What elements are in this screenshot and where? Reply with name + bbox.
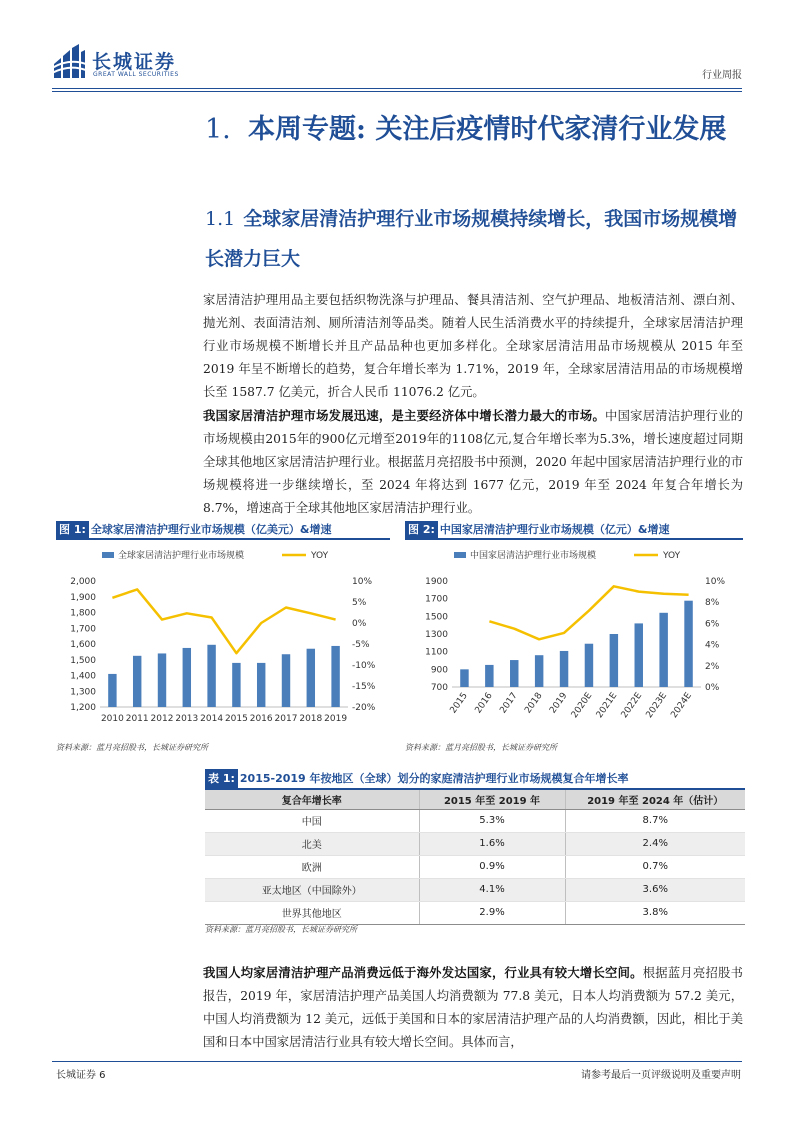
y2-tick-label: -20%: [352, 703, 376, 713]
header-divider: [52, 88, 742, 89]
paragraph-per-capita: [203, 961, 743, 1054]
section-title: 本周专题: 关注后疫情时代家清行业发展: [248, 114, 727, 145]
y2-tick-label: 0%: [352, 619, 367, 629]
y-tick-label: 900: [430, 665, 448, 676]
yoy-line: [112, 589, 335, 653]
paragraph-lead: 我国家居清洁护理市场发展迅速，是主要经济体中增长潜力最大的市场。: [203, 408, 606, 423]
china-market-chart: [405, 543, 743, 733]
y-tick-label: 1,700: [70, 624, 96, 635]
table-header-cell: 复合年增长率: [205, 790, 419, 809]
legend-bar-label: 中国家居清洁护理行业市场规模: [470, 551, 597, 561]
y2-tick-label: 4%: [705, 640, 720, 651]
y-tick-label: 1500: [425, 612, 448, 623]
table-1-caption: 2015-2019 年按地区（全球）划分的家庭清洁护理行业市场规模复合年增长率: [239, 772, 629, 785]
paragraph-china-market: [203, 404, 743, 520]
table-cell-region: 北美: [205, 832, 419, 855]
x-tick-label: 2019: [324, 714, 348, 724]
bar: [207, 645, 215, 707]
bar: [510, 660, 518, 687]
bar: [282, 654, 290, 707]
x-tick-label: 2024E: [669, 690, 695, 721]
bar: [232, 663, 240, 707]
y2-tick-label: 8%: [705, 598, 720, 609]
table-cell-region: 亚太地区（中国除外）: [205, 878, 419, 901]
y-tick-label: 1,900: [70, 592, 96, 603]
paragraph-body: 中国家居清洁护理行业的市场规模由2015年的900亿元增至2019年的1108亿元,复合年增长率为5.3%，增长速度超过同期全球其他地区家居清洁护理行业。根据蓝月亮招股书中预测，2020 年起中国家居清洁护理行业的市场规模将进一步继续增长，至 2024 年将达到 1677 亿元，2019 年至 2024 年复合年增长为 8.7%，增速高于全球其他地区家居清洁护理行业。: [203, 409, 743, 515]
bar: [684, 601, 692, 687]
page-header: [52, 44, 742, 89]
y2-tick-label: 0%: [705, 683, 720, 693]
table-cell-value: 0.7%: [565, 855, 745, 878]
y-tick-label: 1300: [425, 630, 448, 640]
legend-line-label: YOY: [311, 551, 329, 561]
y2-tick-label: 5%: [352, 598, 367, 608]
y-tick-label: 1900: [425, 577, 448, 587]
section-heading-1-1: [205, 199, 745, 279]
figure-2-tag: 图 2:: [405, 521, 438, 539]
figure-1-title: [56, 521, 390, 540]
bar: [108, 674, 116, 707]
bar: [460, 669, 468, 687]
report-type: 行业周报: [702, 70, 742, 81]
section-heading-1: [205, 108, 745, 151]
x-tick-label: 2015: [448, 690, 470, 716]
table-1-tag: 表 1:: [205, 769, 238, 789]
x-tick-label: 2017: [274, 714, 298, 724]
x-tick-label: 2016: [249, 714, 273, 724]
table-cell-region: 中国: [205, 809, 419, 832]
table-header-cell: 2019 年至 2024 年（估计）: [565, 790, 745, 809]
x-tick-label: 2021E: [594, 690, 620, 721]
x-tick-label: 2010: [100, 714, 124, 724]
table-row: [205, 901, 745, 924]
x-tick-label: 2018: [299, 714, 323, 724]
figure-1-tag: 图 1:: [56, 521, 89, 539]
table-cell-value: 4.1%: [419, 878, 565, 901]
y2-tick-label: 10%: [352, 577, 373, 587]
footer-disclaimer: 请参考最后一页评级说明及重要声明: [581, 1070, 741, 1081]
cagr-table: [205, 790, 745, 925]
figure-2-caption: 中国家居清洁护理行业市场规模（亿元）&增速: [439, 523, 670, 536]
table-cell-region: 欧洲: [205, 855, 419, 878]
footer-divider: [52, 1061, 742, 1062]
y-tick-label: 1,500: [70, 655, 96, 666]
table-cell-value: 3.8%: [565, 901, 745, 924]
logo-text-cn: 长城证券: [92, 51, 177, 73]
subsection-number: 1.1: [205, 208, 236, 230]
x-tick-label: 2017: [498, 690, 520, 716]
table-cell-value: 8.7%: [565, 809, 745, 832]
table-cell-value: 2.9%: [419, 901, 565, 924]
x-tick-label: 2023E: [644, 690, 670, 721]
bar: [585, 644, 593, 687]
figure-1-chart: [56, 543, 390, 733]
y2-tick-label: 6%: [705, 619, 720, 630]
x-tick-label: 2020E: [569, 690, 595, 721]
bar: [560, 651, 568, 687]
paragraph-global-market: 家居清洁护理用品主要包括织物洗涤与护理品、餐具清洁剂、空气护理品、地板清洁剂、漂白剂、抛光剂、表面清洁剂、厕所清洁剂等品类。随着人民生活消费水平的持续提升，全球家居清洁护理行业市场规模不断增长并且产品品种也更加多样化。全球家居清洁用品市场规模从 2015 年至 2019 年呈不断增长的趋势，复合年增长率为 1.71%，2019 年，全球家居清洁用品的市场规模增长至 1587.7 亿美元，折合人民币 11076.2 亿元。: [203, 293, 743, 399]
y-tick-label: 700: [430, 683, 448, 693]
paragraph-lead: 我国人均家居清洁护理产品消费远低于海外发达国家，行业具有较大增长空间。: [203, 965, 643, 980]
table-cell-value: 1.6%: [419, 832, 565, 855]
table-cell-value: 0.9%: [419, 855, 565, 878]
y2-tick-label: 10%: [705, 577, 726, 587]
table-cell-value: 5.3%: [419, 809, 565, 832]
table-cell-value: 2.4%: [565, 832, 745, 855]
legend-line-label: YOY: [663, 551, 681, 561]
footer-page-label: 长城证券 6: [56, 1070, 106, 1081]
bar: [635, 623, 643, 687]
great-wall-logo-icon: [52, 44, 86, 80]
y-tick-label: 1,800: [70, 608, 96, 619]
x-tick-label: 2019: [548, 690, 570, 716]
x-tick-label: 2011: [125, 714, 149, 724]
y2-tick-label: 2%: [705, 661, 720, 672]
bar: [659, 613, 667, 687]
subsection-title: 全球家居清洁护理行业市场规模持续增长，我国市场规模增长潜力巨大: [205, 208, 738, 270]
table-header-row: [205, 790, 745, 809]
y2-tick-label: -5%: [352, 640, 370, 650]
figure-2-chart: [405, 543, 743, 733]
logo-text-en: GREAT WALL SECURITIES: [93, 71, 179, 78]
y2-tick-label: -15%: [352, 682, 376, 692]
section-number: 1.: [205, 114, 231, 145]
table-row: [205, 809, 745, 832]
y-tick-label: 1,200: [70, 703, 96, 713]
bar: [535, 655, 543, 687]
table-row: [205, 878, 745, 901]
bar: [485, 665, 493, 687]
x-tick-label: 2014: [200, 714, 224, 724]
y-tick-label: 1700: [425, 594, 448, 605]
bar: [183, 648, 191, 707]
y-tick-label: 2,000: [70, 577, 96, 587]
y-tick-label: 1100: [425, 647, 448, 658]
bar: [307, 649, 315, 707]
legend-bar-label: 全球家居清洁护理行业市场规模: [118, 551, 245, 561]
header-divider-secondary: [52, 91, 742, 92]
yoy-line: [489, 586, 688, 639]
legend-bar-swatch: [454, 552, 466, 558]
bar: [257, 663, 265, 707]
x-tick-label: 2013: [175, 714, 199, 724]
figure-1-source: 资料来源：蓝月亮招股书，长城证券研究所: [56, 743, 208, 752]
global-market-chart: [56, 543, 390, 733]
x-tick-label: 2016: [473, 690, 495, 716]
figure-2-source: 资料来源：蓝月亮招股书，长城证券研究所: [405, 743, 557, 752]
figure-2-title: [405, 521, 743, 540]
table-row: [205, 855, 745, 878]
table-cell-region: 世界其他地区: [205, 901, 419, 924]
x-tick-label: 2018: [523, 690, 545, 716]
x-tick-label: 2012: [150, 714, 174, 724]
paragraph-body: 根据蓝月亮招股书报告，2019 年，家居清洁护理产品美国人均消费额为 77.8 美元，日本人均消费额为 57.2 美元，中国人均消费额为 12 美元，远低于美国和日本的家居清洁护理产品的人均消费额，因此，相比于美国和日本中国家居清洁行业具有较大增长空间。具体而言，: [203, 966, 743, 1049]
table-row: [205, 832, 745, 855]
y-tick-label: 1,400: [70, 671, 96, 682]
x-tick-label: 2022E: [619, 690, 645, 721]
figure-1-caption: 全球家居清洁护理行业市场规模（亿美元）&增速: [90, 523, 332, 536]
legend-bar-swatch: [102, 552, 114, 558]
table-1-title: [205, 769, 745, 790]
y2-tick-label: -10%: [352, 661, 376, 671]
table-cell-value: 3.6%: [565, 878, 745, 901]
bar: [331, 646, 339, 707]
bar: [610, 634, 618, 687]
y-tick-label: 1,300: [70, 687, 96, 698]
bar: [158, 653, 166, 707]
table-header-cell: 2015 年至 2019 年: [419, 790, 565, 809]
y-tick-label: 1,600: [70, 640, 96, 650]
x-tick-label: 2015: [224, 714, 248, 724]
table-1-source: 资料来源：蓝月亮招股书，长城证券研究所: [205, 925, 357, 934]
bar: [133, 656, 141, 707]
